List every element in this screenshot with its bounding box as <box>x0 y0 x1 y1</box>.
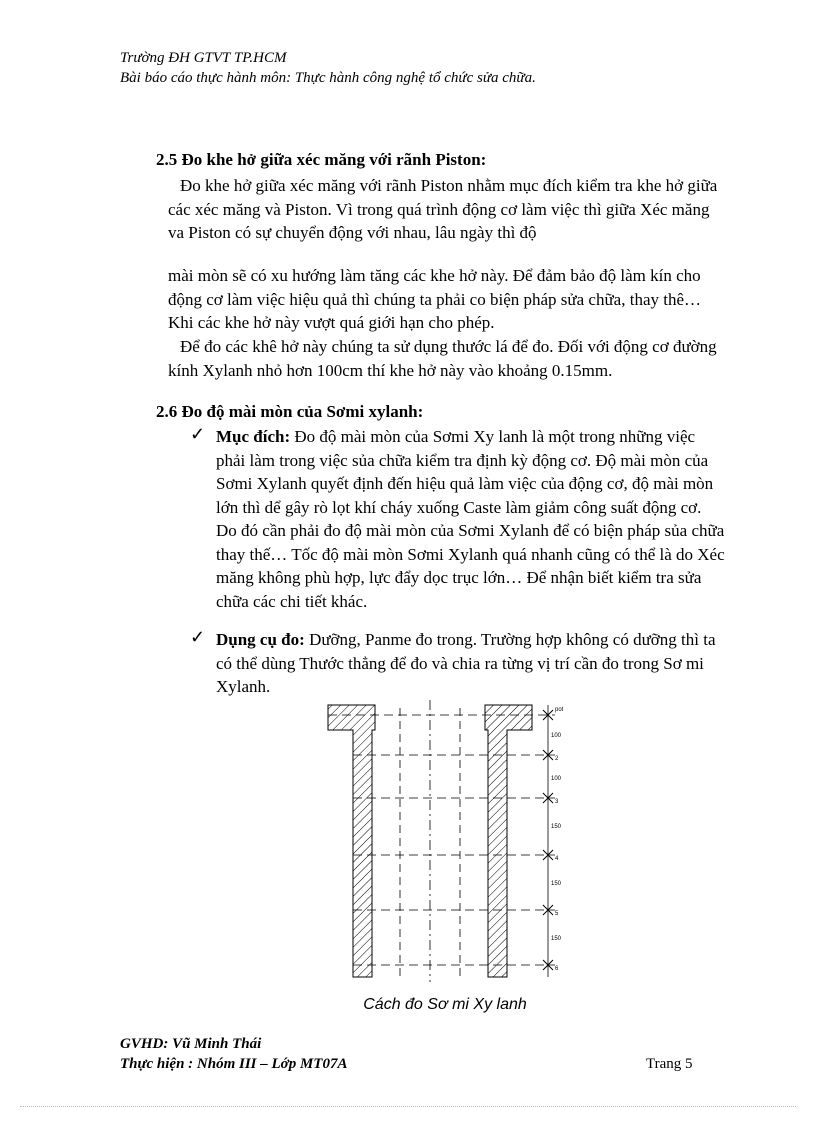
bullet-purpose <box>216 425 726 613</box>
liner-wall-left <box>328 705 375 977</box>
paragraph-text: mài mòn sẽ có xu hướng làm tăng các khe hở này. Để đảm bảo độ làm kín cho động cơ làm việc hiệu quả thì chúng ta phải co biện pháp sửa chữa, thay thê… Khi các khe hở này vượt quá giới hạn cho phép. <box>168 266 702 333</box>
bullet-label: Dụng cụ đo: <box>216 630 305 649</box>
section-2-5-paragraph-2 <box>168 264 723 383</box>
paragraph-text: Đo khe hở giữa xéc măng với rãnh Piston nhằm mục đích kiểm tra khe hở giữa các xéc măng và Piston. Vì trong quá trình động cơ làm việc thì giữa Xéc măng va Piston có sự chuyển động với nhau, lâu ngày thì độ <box>168 176 718 243</box>
section-2-5-title: 2.5 Đo khe hở giữa xéc măng với rãnh Piston: <box>156 150 487 169</box>
dim-label: 150 <box>551 881 562 887</box>
cylinder-liner-diagram <box>320 700 570 985</box>
dim-label: 150 <box>551 824 562 830</box>
point-label: 6 <box>555 966 559 972</box>
bullet-tools <box>216 628 726 699</box>
header-report-title: Bài báo cáo thực hành môn: Thực hành công nghệ tổ chức sửa chữa. <box>120 70 536 86</box>
point-label: 2 <box>555 756 559 762</box>
header-school: Trường ĐH GTVT TP.HCM <box>120 50 287 66</box>
point-label: 4 <box>555 856 559 862</box>
point-label: 3 <box>555 799 559 805</box>
bullet-text: Dưỡng, Panme đo trong. Trường hợp không có dưỡng thì ta có thể dùng Thước thẳng để đo và chia ra từng vị trí cần đo trong Sơ mi Xylanh. <box>216 630 716 696</box>
page-bottom-divider <box>20 1106 796 1107</box>
checkmark-icon: ✓ <box>190 627 206 647</box>
bullet-text: Đo độ mài mòn của Sơmi Xy lanh là một trong những việc phải làm trong việc sủa chữa kiểm tra định kỳ động cơ. Độ mài mòn của Sơmi Xylanh quyết định đến hiệu quả làm việc của động cơ, độ mài mòn lớn thì dể gây rò lọt khí cháy xuống Caste làm giảm công suất động cơ. Do đó cần phải đo độ mài mòn của Sơmi Xylanh để có biện pháp sủa chữa thay thế… Tốc độ mài mòn Sơmi Xylanh quá nhanh cũng có thể là do Xéc măng không phù hợp, lực đẩy dọc trục lớn… Để nhận biết kiểm tra sửa chữa các chi tiết khác. <box>216 427 725 611</box>
bullet-label: Mục đích: <box>216 427 291 446</box>
figure-caption: Cách đo Sơ mi Xy lanh <box>363 996 527 1013</box>
page-number: Trang 5 <box>646 1056 693 1072</box>
liner-wall-right <box>485 705 532 977</box>
footer-group: Thực hiện : Nhóm III – Lớp MT07A <box>120 1056 348 1072</box>
paragraph-text: Để đo các khê hở này chúng ta sử dụng thước lá để đo. Đối với động cơ đường kính Xylanh nhỏ hơn 100cm thí khe hở này vào khoảng 0.15mm. <box>168 337 717 380</box>
dim-top-label: pot <box>555 707 564 713</box>
section-2-6-title: 2.6 Đo độ mài mòn của Sơmi xylanh: <box>156 402 424 421</box>
dim-label: 100 <box>551 776 562 782</box>
checkmark-icon: ✓ <box>190 424 206 444</box>
point-label: 5 <box>555 911 559 917</box>
dim-label: 100 <box>551 733 562 739</box>
dim-label: 150 <box>551 936 562 942</box>
footer-instructor: GVHD: Vũ Minh Thái <box>120 1036 262 1052</box>
section-2-5-paragraph-1 <box>168 174 723 245</box>
